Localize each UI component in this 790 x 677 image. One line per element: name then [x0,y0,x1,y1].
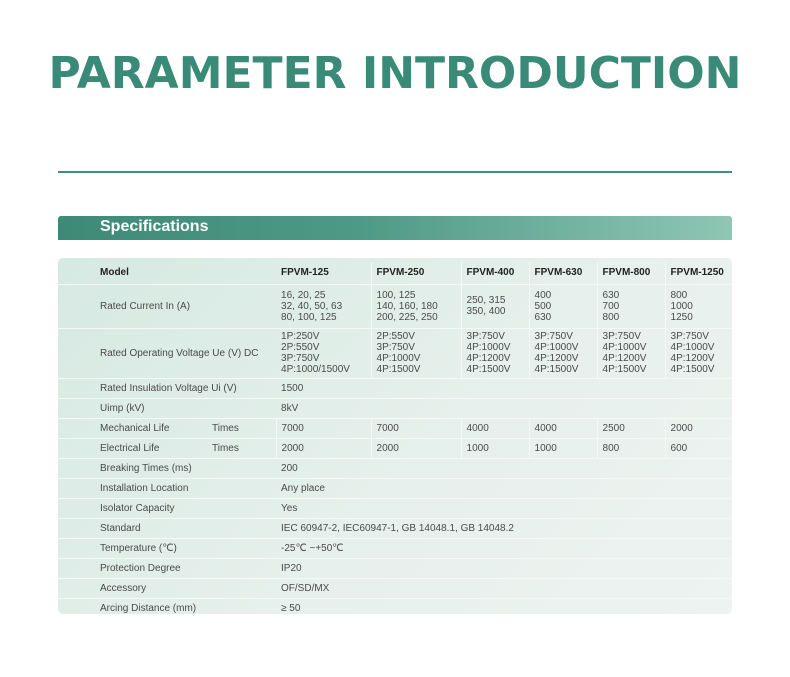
value-cell: 7000 [371,418,461,438]
table-row-rated-current [58,284,732,328]
table-row-electrical-life [58,438,732,458]
value-cell: 4000 [529,418,597,438]
value-cell: IP20 [276,558,732,578]
value-cell: 4000 [461,418,529,438]
row-label: Rated Operating Voltage Ue (V) DC [58,328,276,378]
voltage-cell: 3P:750V 4P:1000V 4P:1200V 4P:1500V [597,328,665,378]
row-label: Isolator Capacity [58,498,276,518]
current-cell: 250, 315 350, 400 [461,284,529,328]
value-cell: 2000 [276,438,371,458]
model-header: FPVM-400 [461,262,529,284]
current-cell: 100, 125 140, 160, 180 200, 225, 250 [371,284,461,328]
voltage-cell: 3P:750V 4P:1000V 4P:1200V 4P:1500V [461,328,529,378]
value-cell: 8kV [276,398,732,418]
model-header: FPVM-1250 [665,262,732,284]
value-cell: 1000 [461,438,529,458]
table-row-protection [58,558,732,578]
model-header: FPVM-250 [371,262,461,284]
row-label: Rated Insulation Voltage Ui (V) [58,378,276,398]
table-row-insulation [58,378,732,398]
unit-label: Times [206,438,276,458]
current-cell: 16, 20, 25 32, 40, 50, 63 80, 100, 125 [276,284,371,328]
row-label: Accessory [58,578,276,598]
row-label: Standard [58,518,276,538]
table-row-rated-voltage [58,328,732,378]
model-header: FPVM-125 [276,262,371,284]
row-label: Model [58,262,276,284]
table-row-model [58,262,732,284]
voltage-cell: 2P:550V 3P:750V 4P:1000V 4P:1500V [371,328,461,378]
table-row-breaking-times [58,458,732,478]
model-header: FPVM-630 [529,262,597,284]
value-cell: 2000 [371,438,461,458]
value-cell: IEC 60947-2, IEC60947-1, GB 14048.1, GB 14048.2 [276,518,732,538]
current-cell: 630 700 800 [597,284,665,328]
section-label: Specifications [100,218,209,235]
value-cell: 200 [276,458,732,478]
value-cell: Yes [276,498,732,518]
row-label: Temperature (℃) [58,538,276,558]
page-title: PARAMETER INTRODUCTION [48,48,742,99]
current-cell: 800 1000 1250 [665,284,732,328]
value-cell: ≥ 50 [276,598,732,614]
row-label: Arcing Distance (mm) [58,598,276,614]
voltage-cell: 3P:750V 4P:1000V 4P:1200V 4P:1500V [665,328,732,378]
value-cell: 1500 [276,378,732,398]
row-label: Uimp (kV) [58,398,276,418]
value-cell: 2000 [665,418,732,438]
model-header: FPVM-800 [597,262,665,284]
row-label: Breaking Times (ms) [58,458,276,478]
value-cell: 600 [665,438,732,458]
row-label: Installation Location [58,478,276,498]
value-cell: 2500 [597,418,665,438]
specifications-bar [58,216,732,240]
voltage-cell: 3P:750V 4P:1000V 4P:1200V 4P:1500V [529,328,597,378]
specifications-table [58,262,732,614]
value-cell: OF/SD/MX [276,578,732,598]
value-cell: -25℃ ~+50℃ [276,538,732,558]
table-row-mechanical-life [58,418,732,438]
value-cell: 7000 [276,418,371,438]
table-row-installation [58,478,732,498]
value-cell: 800 [597,438,665,458]
title-divider [58,171,732,173]
current-cell: 400 500 630 [529,284,597,328]
table-row-arcing [58,598,732,614]
row-label: Rated Current In (A) [58,284,276,328]
value-cell: Any place [276,478,732,498]
voltage-cell: 1P:250V 2P:550V 3P:750V 4P:1000/1500V [276,328,371,378]
table-row-isolator [58,498,732,518]
table-row-accessory [58,578,732,598]
table-row-temperature [58,538,732,558]
unit-label: Times [206,418,276,438]
table-row-standard [58,518,732,538]
row-label: Electrical Life [58,438,206,458]
row-label: Protection Degree [58,558,276,578]
row-label: Mechanical Life [58,418,206,438]
value-cell: 1000 [529,438,597,458]
specifications-panel [58,258,732,614]
table-row-uimp [58,398,732,418]
